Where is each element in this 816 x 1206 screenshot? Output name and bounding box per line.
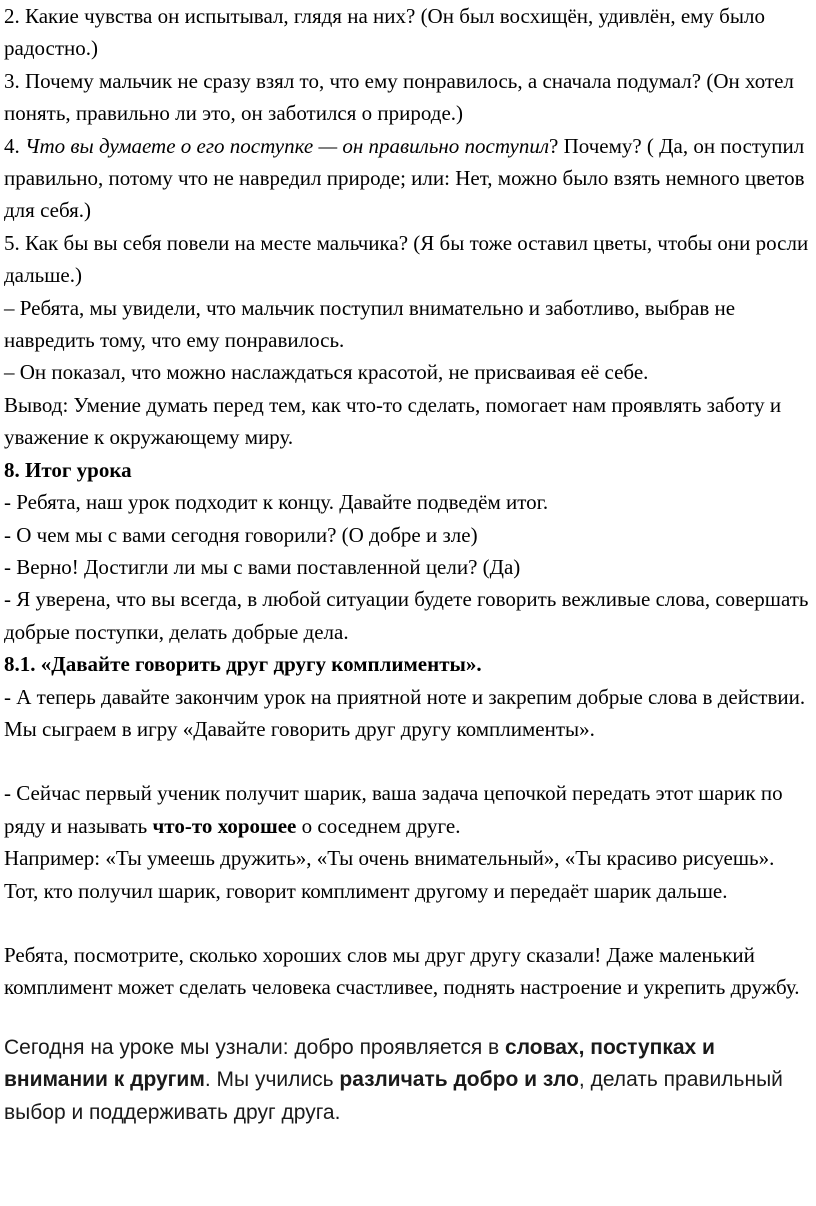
section-8-line-3: - Верно! Достигли ли мы с вами поставленной цели? (Да)	[4, 554, 521, 579]
question-3: 3. Почему мальчик не сразу взял то, что ему понравилось, а сначала подумал? (Он хотел понять, правильно ли это, он заботился о природе.)	[4, 68, 794, 126]
question-5: 5. Как бы вы себя повели на месте мальчика? (Я бы тоже оставил цветы, чтобы они росли дальше.)	[4, 230, 809, 288]
spacer	[4, 745, 810, 777]
summary-bold-1: словах, поступках и внимании к другим	[4, 1035, 715, 1092]
question-4-number: 4.	[4, 133, 25, 158]
section-8-1-intro: - А теперь давайте закончим урок на приятной ноте и закрепим добрые слова в действии. Мы сыграем в игру «Давайте говорить друг другу комплименты».	[4, 684, 806, 741]
section-8-heading: 8. Итог урока	[4, 457, 132, 482]
ball-text-bold: что-то хорошее	[152, 813, 297, 838]
lesson-summary	[4, 1032, 810, 1130]
summary-text-3: , делать правильный выбор и поддерживать друг друга.	[4, 1068, 783, 1124]
question-2: 2. Какие чувства он испытывал, глядя на них? (Он был восхищён, удивлён, ему было радостно.)	[4, 4, 765, 61]
ball-game-instructions	[4, 777, 810, 842]
summary-text-2: . Мы учились	[204, 1068, 340, 1092]
ball-text-after: о соседнем друге.	[296, 813, 461, 838]
section-8-line-4: - Я уверена, что вы всегда, в любой ситуации будете говорить вежливые слова, совершать добрые поступки, делать добрые дела.	[4, 587, 809, 644]
question-4	[4, 130, 810, 227]
section-8-1-heading: 8.1. «Давайте говорить друг другу комплименты».	[4, 652, 482, 677]
section-8-line-1: - Ребята, наш урок подходит к концу. Давайте подведём итог.	[4, 490, 549, 515]
dialogue-line-2: – Он показал, что можно наслаждаться красотой, не присваивая её себе.	[4, 360, 649, 385]
spacer	[4, 907, 810, 939]
summary-text-1: Сегодня на уроке мы узнали: добро проявляется в	[4, 1035, 506, 1059]
praise-paragraph: Ребята, посмотрите, сколько хороших слов мы друг другу сказали! Даже маленький комплимент может сделать человека счастливее, поднять настроение и укрепить дружбу.	[4, 942, 800, 1000]
section-8-line-2: - О чем мы с вами сегодня говорили? (О добре и зле)	[4, 522, 478, 547]
summary-bold-2: различать добро и зло	[339, 1068, 579, 1092]
ball-text-before: - Сейчас первый ученик получит шарик, ваша задача цепочкой передать этот шарик по ряду и называть	[4, 781, 783, 838]
compliment-examples: Например: «Ты умеешь дружить», «Ты очень внимательный», «Ты красиво рисуешь». Тот, кто получил шарик, говорит комплимент другому и передаёт шарик дальше.	[4, 846, 775, 903]
question-4-italic: Что вы думаете о его поступке — он правильно поступил	[25, 133, 549, 158]
conclusion: Вывод: Умение думать перед тем, как что-то сделать, помогает нам проявлять заботу и уважение к окружающему миру.	[4, 392, 782, 450]
dialogue-line-1: – Ребята, мы увидели, что мальчик поступил внимательно и заботливо, выбрав не навредить тому, что ему понравилось.	[4, 295, 736, 353]
question-4-rest: ? Почему? ( Да, он поступил правильно, потому что не навредил природе; или: Нет, можно было взять немного цветов для себя.)	[4, 133, 805, 223]
spacer	[4, 1004, 810, 1032]
